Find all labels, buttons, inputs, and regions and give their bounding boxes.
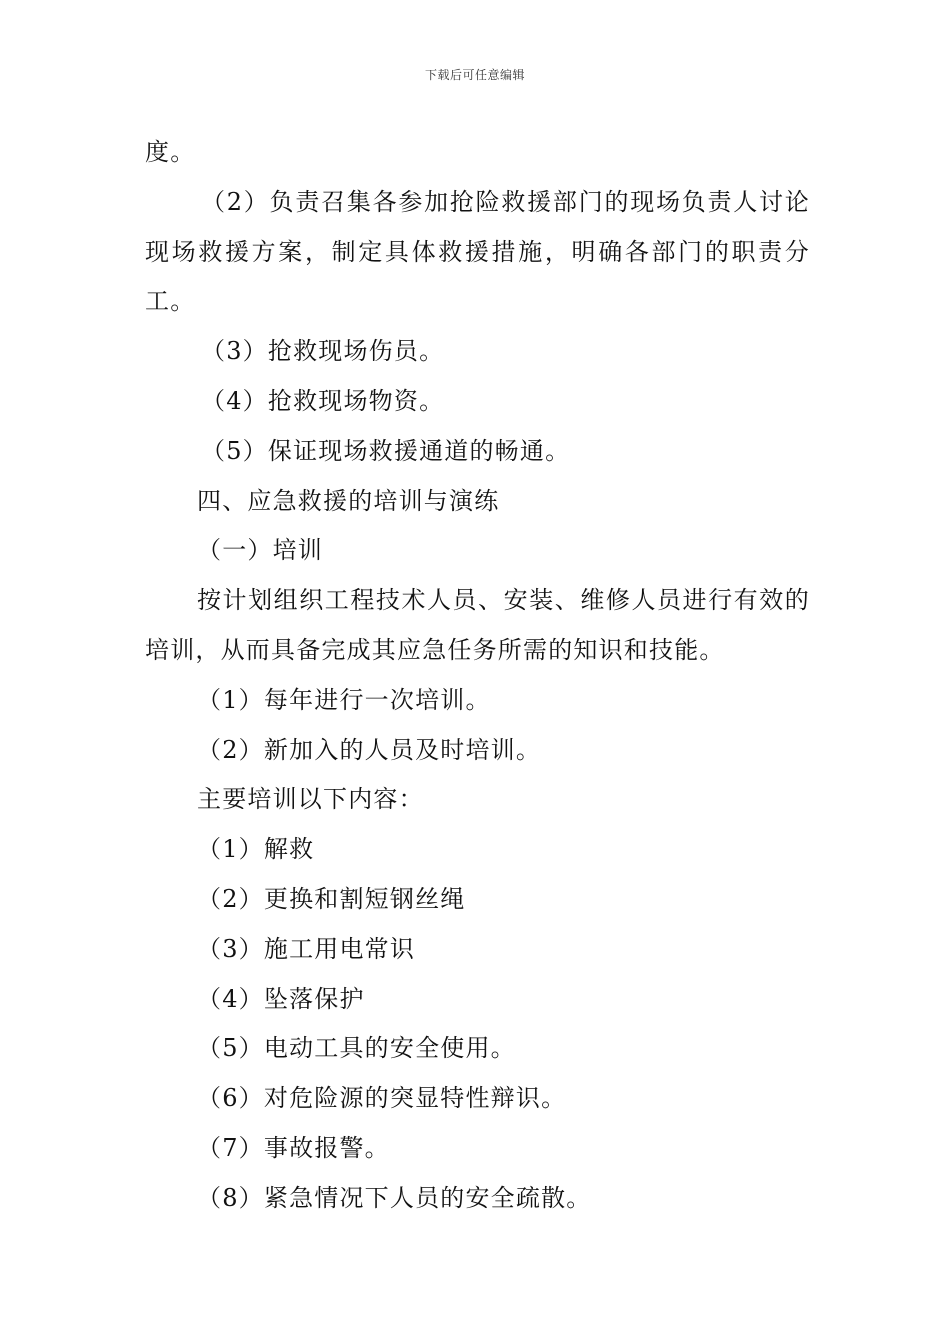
list-item-new-staff-training: （2）新加入的人员及时培训。 xyxy=(197,735,542,764)
list-item-power-tools: （5）电动工具的安全使用。 xyxy=(197,1034,516,1063)
paragraph-item-4-rescue-materials: （4）抢救现场物资。 xyxy=(201,386,445,415)
list-item-annual-training: （1）每年进行一次培训。 xyxy=(197,685,491,714)
section-heading-training-drills: 四、应急救援的培训与演练 xyxy=(197,486,500,515)
paragraph-training-contents-heading: 主要培训以下内容： xyxy=(197,785,424,814)
list-item-hazard-identification: （6）对危险源的突显特性辩识。 xyxy=(197,1084,567,1113)
page-header: 下载后可任意编辑 xyxy=(424,68,525,82)
list-item-electricity: （3）施工用电常识 xyxy=(197,934,416,963)
paragraph-training-plan: 按计划组织工程技术人员、安装、维修人员进行有效的培训，从而具备完成其应急任务所需的知识和技能。 xyxy=(145,586,810,664)
list-item-wire-rope: （2）更换和割短钢丝绳 xyxy=(197,884,466,913)
subsection-heading-training: （一）培训 xyxy=(197,536,323,565)
list-item-accident-alarm: （7）事故报警。 xyxy=(197,1133,390,1162)
paragraph-item-5-rescue-passage: （5）保证现场救援通道的畅通。 xyxy=(201,436,571,465)
list-item-fall-protection: （4）坠落保护 xyxy=(197,984,365,1013)
paragraph-continuation: 度。 xyxy=(145,138,196,166)
paragraph-item-2-rescue-plan: （2）负责召集各参加抢险救援部门的现场负责人讨论现场救援方案，制定具体救援措施，明确各部门的职责分工。 xyxy=(145,187,810,316)
list-item-rescue: （1）解救 xyxy=(197,835,315,864)
paragraph-item-3-rescue-injured: （3）抢救现场伤员。 xyxy=(201,337,445,366)
list-item-evacuation: （8）紧急情况下人员的安全疏散。 xyxy=(197,1183,592,1212)
document-body xyxy=(145,128,810,1224)
